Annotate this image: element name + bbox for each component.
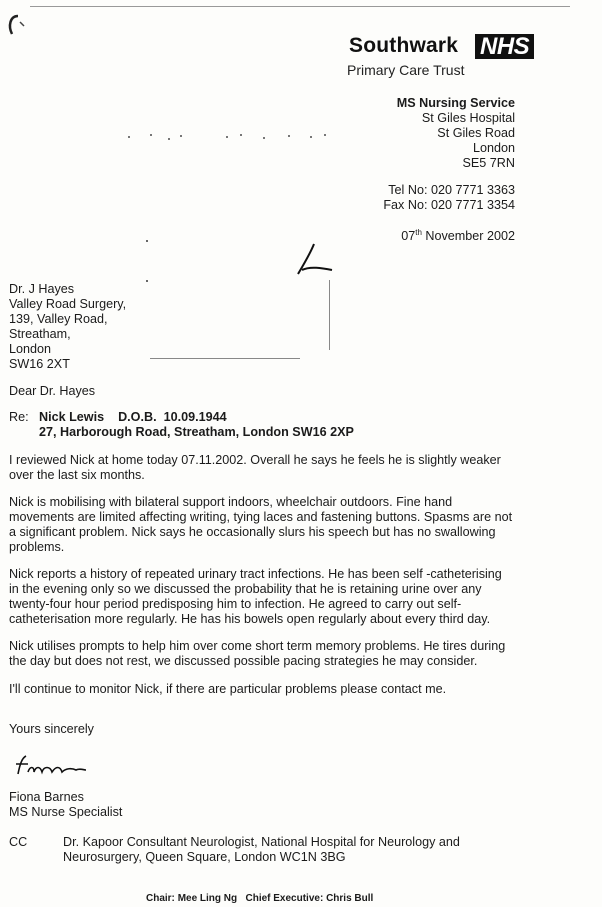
organisation-name: Southwark xyxy=(349,34,459,57)
trust-name: Primary Care Trust xyxy=(347,62,465,78)
recipient-street: 139, Valley Road, xyxy=(9,312,108,326)
date-suffix: th xyxy=(415,228,422,237)
signatory-name: Fiona Barnes xyxy=(9,790,84,804)
signatory-title: MS Nurse Specialist xyxy=(9,805,123,819)
address-line-3: London xyxy=(472,141,515,155)
recipient-city: London xyxy=(9,342,52,356)
salutation: Dear Dr. Hayes xyxy=(9,384,96,398)
paragraph-urinary: Nick reports a history of repeated urinary tract infections. He has been self -catheterising in the evening only so we discussed the probability that he is retaining urine over any twenty-four hour period predisposing him to infection. He agreed to carry out self-catheterisation more regularly. He has his bowels open regularly about every third day. xyxy=(9,567,502,626)
paragraph-memory: Nick utilises prompts to help him over come short term memory problems. He tires during the day but does not rest, we discussed possible pacing strategies he may consider. xyxy=(9,639,506,668)
footer-ce-name: Chris Bull xyxy=(326,893,374,904)
recipient-postcode: SW16 2XT xyxy=(9,357,70,371)
recipient-area: Streatham, xyxy=(9,327,71,341)
patient-address: 27, Harborough Road, Streatham, London SW16 2XP xyxy=(39,425,354,439)
paragraph-review: I reviewed Nick at home today 07.11.2002. Overall he says he feels he is slightly weaker over the last six months. xyxy=(9,453,501,482)
scan-artifact-corner-mark xyxy=(4,12,26,38)
service-name: MS Nursing Service xyxy=(396,96,515,110)
fax-number: Fax No: 020 7771 3354 xyxy=(383,198,515,212)
cc-label: CC xyxy=(9,835,28,849)
date-day: 07 xyxy=(401,229,416,244)
redaction-frame xyxy=(146,240,332,362)
paragraph-monitor: I'll continue to monitor Nick, if there are particular problems please contact me. xyxy=(9,682,447,696)
recipient-practice: Valley Road Surgery, xyxy=(9,297,127,311)
date-month-year: November 2002 xyxy=(425,229,515,244)
cc-line-1: Dr. Kapoor Consultant Neurologist, National Hospital for Neurology and xyxy=(63,835,460,849)
telephone-number: Tel No: 020 7771 3363 xyxy=(388,183,515,197)
address-line-2: St Giles Road xyxy=(437,126,515,140)
patient-name-dob: Nick Lewis D.O.B. 10.09.1944 xyxy=(39,410,227,424)
footer-ce-label: Chief Executive: xyxy=(245,893,324,904)
recipient-name: Dr. J Hayes xyxy=(9,282,75,296)
closing: Yours sincerely xyxy=(9,722,94,736)
paragraph-mobility: Nick is mobilising with bilateral support indoors, wheelchair outdoors. Fine hand movements are limited affecting writing, tying laces and fastening buttons. Spasms are not a significant problem. Nick says he occasionally slurs his speech but has no swallowing problems. xyxy=(9,495,513,554)
footer xyxy=(146,893,373,904)
handwritten-signature xyxy=(12,752,88,780)
address-line-1: St Giles Hospital xyxy=(421,111,515,125)
footer-chair-label: Chair: xyxy=(146,893,175,904)
letter-date xyxy=(401,225,515,244)
nhs-logo: NHS xyxy=(475,34,534,59)
re-label: Re: xyxy=(9,410,29,424)
footer-chair-name: Mee Ling Ng xyxy=(177,893,238,904)
address-postcode: SE5 7RN xyxy=(462,156,515,170)
scan-artifact-top-line xyxy=(30,6,570,7)
cc-line-2: Neurosurgery, Queen Square, London WC1N 3BG xyxy=(63,850,346,864)
